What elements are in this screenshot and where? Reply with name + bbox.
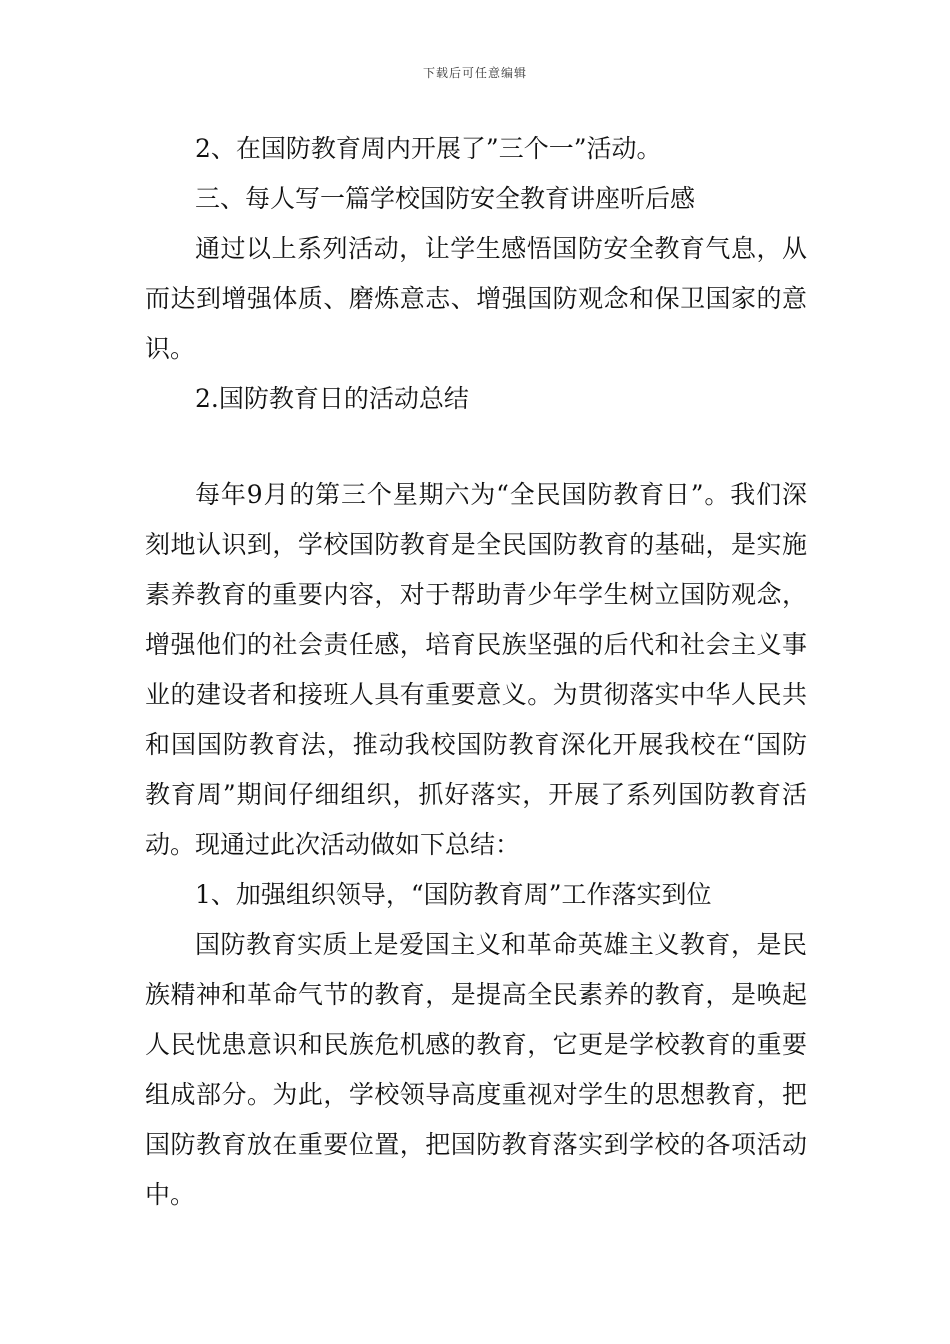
paragraph-organization: 国防教育实质上是爱国主义和革命英雄主义教育，是民族精神和革命气节的教育，是提高全民素养的教育，是唤起人民忧患意识和民族危机感的教育，它更是学校教育的重要组成部分。为此，学校领导高度重视对学生的思想教育，把国防教育放在重要位置，把国防教育落实到学校的各项活动中。	[145, 930, 807, 1209]
paragraph-intro: 每年9月的第三个星期六为“全民国防教育日”。我们深刻地认识到，学校国防教育是全民国防教育的基础，是实施素养教育的重要内容，对于帮助青少年学生树立国防观念，增强他们的社会责任感，培育民族坚强的后代和社会主义事业的建设者和接班人具有重要意义。为贯彻落实中华人民共和国国防教育法，推动我校国防教育深化开展我校在“国防教育周”期间仔细组织，抓好落实，开展了系列国防教育活动。现通过此次活动做如下总结：	[145, 480, 807, 859]
paragraph-activity-item-2: 2、在国防教育周内开展了”三个一”活动。	[195, 134, 662, 163]
paragraph-activity-item-3: 三、每人写一篇学校国防安全教育讲座听后感	[195, 184, 696, 213]
paragraph-activity-summary: 通过以上系列活动，让学生感悟国防安全教育气息，从而达到增强体质、磨炼意志、增强国防观念和保卫国家的意识。	[145, 234, 807, 363]
document-body	[145, 124, 807, 1220]
page-header-note: 下载后可任意编辑	[422, 66, 527, 80]
subheading-organization: 1、加强组织领导，“国防教育周”工作落实到位	[195, 880, 712, 909]
section-heading: 2.国防教育日的活动总结	[195, 384, 469, 413]
section-gap	[145, 424, 807, 470]
